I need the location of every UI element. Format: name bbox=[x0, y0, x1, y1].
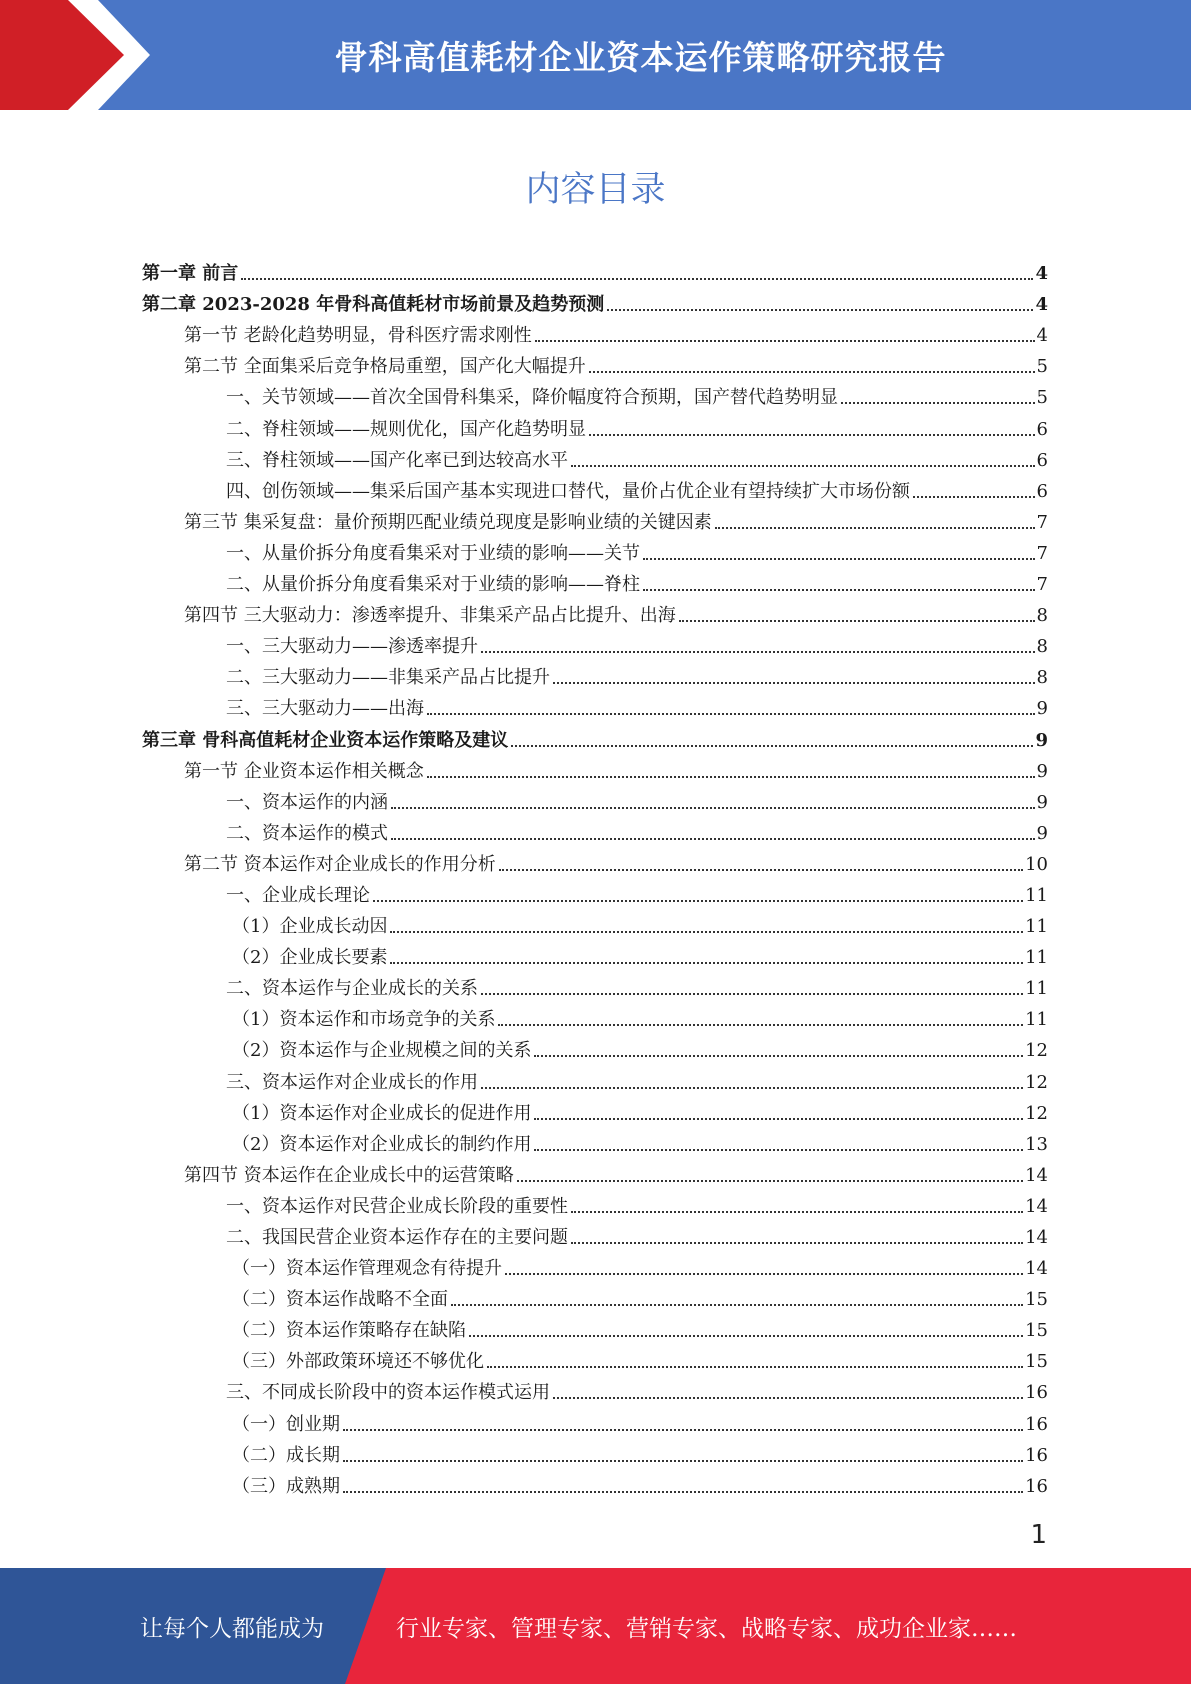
toc-entry-title: 一、关节领域——首次全国骨科集采，降价幅度符合预期，国产替代趋势明显 bbox=[226, 387, 838, 409]
toc-leader-dots bbox=[643, 558, 1035, 560]
toc-leader-dots bbox=[913, 496, 1035, 498]
toc-entry-title: 第一节 企业资本运作相关概念 bbox=[184, 760, 424, 782]
toc-entry-page: 8 bbox=[1036, 636, 1048, 658]
toc-entry-page: 15 bbox=[1025, 1320, 1048, 1342]
toc-entry[interactable] bbox=[142, 596, 1048, 627]
toc-entry-title: 二、从量价拆分角度看集采对于业绩的影响——脊柱 bbox=[226, 574, 640, 596]
toc-entry[interactable] bbox=[142, 658, 1048, 689]
toc-entry[interactable] bbox=[142, 285, 1048, 316]
toc-entry[interactable] bbox=[142, 752, 1048, 783]
toc-entry-page: 4 bbox=[1035, 263, 1048, 285]
toc-leader-dots bbox=[469, 1335, 1023, 1337]
toc-leader-dots bbox=[481, 651, 1035, 653]
page-number: 1 bbox=[1030, 1520, 1047, 1550]
page-header bbox=[0, 0, 1191, 110]
toc-leader-dots bbox=[343, 1460, 1023, 1462]
toc-entry-page: 15 bbox=[1025, 1289, 1048, 1311]
toc-leader-dots bbox=[607, 309, 1033, 311]
toc-entry-title: （2）资本运作与企业规模之间的关系 bbox=[232, 1040, 532, 1062]
toc-entry-title: 第四节 三大驱动力：渗透率提升、非集采产品占比提升、出海 bbox=[184, 605, 676, 627]
toc-leader-dots bbox=[589, 371, 1035, 373]
toc-entry[interactable] bbox=[142, 876, 1048, 907]
toc-entry-page: 5 bbox=[1036, 356, 1048, 378]
toc-entry[interactable] bbox=[142, 1031, 1048, 1062]
toc-entry-page: 8 bbox=[1036, 605, 1048, 627]
toc-entry[interactable] bbox=[142, 565, 1048, 596]
toc-leader-dots bbox=[534, 1055, 1023, 1057]
toc-leader-dots bbox=[499, 869, 1023, 871]
toc-leader-dots bbox=[498, 1024, 1023, 1026]
toc-entry[interactable] bbox=[142, 409, 1048, 440]
toc-entry-page: 6 bbox=[1036, 480, 1048, 502]
toc-entry-page: 16 bbox=[1025, 1475, 1048, 1497]
toc-entry[interactable] bbox=[142, 1280, 1048, 1311]
toc-entry-page: 7 bbox=[1036, 542, 1048, 564]
toc-entry-title: 三、三大驱动力——出海 bbox=[226, 698, 424, 720]
toc-entry-title: （一）创业期 bbox=[232, 1413, 340, 1435]
toc-leader-dots bbox=[571, 1242, 1023, 1244]
toc-entry-page: 11 bbox=[1025, 1009, 1048, 1031]
toc-entry-title: 三、资本运作对企业成长的作用 bbox=[226, 1071, 478, 1093]
toc-entry[interactable] bbox=[142, 1404, 1048, 1435]
toc-entry-page: 16 bbox=[1025, 1382, 1048, 1404]
toc-entry-page: 12 bbox=[1025, 1071, 1048, 1093]
toc-entry-title: 一、三大驱动力——渗透率提升 bbox=[226, 636, 478, 658]
toc-entry-title: 二、资本运作与企业成长的关系 bbox=[226, 978, 478, 1000]
toc-leader-dots bbox=[391, 807, 1035, 809]
toc-entry-title: （二）成长期 bbox=[232, 1444, 340, 1466]
toc-entry[interactable] bbox=[142, 1467, 1048, 1498]
table-of-contents bbox=[142, 254, 1048, 1498]
toc-leader-dots bbox=[511, 745, 1033, 747]
toc-leader-dots bbox=[481, 993, 1023, 995]
report-title: 骨科高值耗材企业资本运作策略研究报告 bbox=[334, 37, 947, 77]
toc-entry-title: （一）资本运作管理观念有待提升 bbox=[232, 1258, 502, 1280]
toc-entry[interactable] bbox=[142, 1156, 1048, 1187]
toc-entry-title: （二）资本运作战略不全面 bbox=[232, 1289, 448, 1311]
toc-entry-title: 三、脊柱领域——国产化率已到达较高水平 bbox=[226, 449, 568, 471]
toc-entry[interactable] bbox=[142, 969, 1048, 1000]
toc-entry[interactable] bbox=[142, 1249, 1048, 1280]
toc-entry-title: 第三节 集采复盘：量价预期匹配业绩兑现度是影响业绩的关键因素 bbox=[184, 511, 712, 533]
toc-entry[interactable] bbox=[142, 845, 1048, 876]
toc-entry-page: 14 bbox=[1025, 1258, 1048, 1280]
toc-entry-page: 9 bbox=[1036, 791, 1048, 813]
toc-entry[interactable] bbox=[142, 1000, 1048, 1031]
toc-entry[interactable] bbox=[142, 1373, 1048, 1404]
toc-leader-dots bbox=[571, 1211, 1023, 1213]
toc-leader-dots bbox=[715, 527, 1035, 529]
toc-entry[interactable] bbox=[142, 1436, 1048, 1467]
toc-leader-dots bbox=[487, 1366, 1023, 1368]
toc-entry-title: 二、脊柱领域——规则优化，国产化趋势明显 bbox=[226, 418, 586, 440]
toc-leader-dots bbox=[343, 1429, 1023, 1431]
toc-entry-title: 二、资本运作的模式 bbox=[226, 822, 388, 844]
toc-leader-dots bbox=[517, 1180, 1023, 1182]
toc-entry-page: 9 bbox=[1036, 698, 1048, 720]
toc-entry-page: 14 bbox=[1025, 1195, 1048, 1217]
toc-entry-page: 14 bbox=[1025, 1227, 1048, 1248]
toc-entry[interactable] bbox=[142, 534, 1048, 565]
toc-leader-dots bbox=[427, 713, 1035, 715]
toc-heading: 内容目录 bbox=[525, 170, 666, 210]
toc-entry[interactable] bbox=[142, 1187, 1048, 1218]
toc-entry-page: 14 bbox=[1025, 1164, 1048, 1186]
toc-entry-title: 四、创伤领域——集采后国产基本实现进口替代，量价占优企业有望持续扩大市场份额 bbox=[226, 480, 910, 502]
toc-entry[interactable] bbox=[142, 1094, 1048, 1125]
toc-leader-dots bbox=[553, 682, 1035, 684]
toc-leader-dots bbox=[841, 402, 1035, 404]
toc-entry-title: 一、资本运作对民营企业成长阶段的重要性 bbox=[226, 1195, 568, 1217]
toc-entry[interactable] bbox=[142, 503, 1048, 534]
toc-leader-dots bbox=[535, 340, 1035, 342]
toc-leader-dots bbox=[553, 1397, 1023, 1399]
chevron-arrow-icon bbox=[0, 0, 150, 110]
toc-entry[interactable] bbox=[142, 907, 1048, 938]
toc-entry-page: 7 bbox=[1036, 511, 1048, 533]
toc-entry[interactable] bbox=[142, 378, 1048, 409]
toc-entry-page: 6 bbox=[1036, 418, 1048, 440]
toc-leader-dots bbox=[643, 589, 1035, 591]
toc-leader-dots bbox=[571, 465, 1035, 467]
toc-entry[interactable] bbox=[142, 1062, 1048, 1093]
page-footer bbox=[0, 1568, 1191, 1684]
toc-entry-page: 16 bbox=[1025, 1444, 1048, 1466]
toc-entry[interactable] bbox=[142, 814, 1048, 845]
toc-entry-title: 第二章 2023-2028 年骨科高值耗材市场前景及趋势预测 bbox=[142, 294, 605, 316]
toc-entry-title: 第二节 资本运作对企业成长的作用分析 bbox=[184, 853, 496, 875]
toc-leader-dots bbox=[390, 931, 1023, 933]
toc-entry-title: 第四节 资本运作在企业成长中的运营策略 bbox=[184, 1164, 514, 1186]
toc-entry-page: 9 bbox=[1036, 822, 1048, 844]
toc-entry-title: 第一章 前言 bbox=[142, 263, 239, 285]
toc-entry-page: 4 bbox=[1035, 294, 1048, 316]
toc-entry-title: （三）外部政策环境还不够优化 bbox=[232, 1351, 484, 1373]
toc-leader-dots bbox=[373, 900, 1023, 902]
toc-entry-page: 12 bbox=[1025, 1040, 1048, 1062]
toc-entry-page: 8 bbox=[1036, 667, 1048, 689]
toc-entry-page: 5 bbox=[1036, 387, 1048, 409]
toc-entry-page: 13 bbox=[1025, 1133, 1048, 1155]
toc-entry-title: 三、不同成长阶段中的资本运作模式运用 bbox=[226, 1382, 550, 1404]
toc-leader-dots bbox=[343, 1491, 1023, 1493]
toc-entry-page: 11 bbox=[1025, 916, 1048, 938]
toc-entry[interactable] bbox=[142, 689, 1048, 720]
footer-slogan-right: 行业专家、管理专家、营销专家、战略专家、成功企业家…… bbox=[396, 1615, 1017, 1642]
toc-leader-dots bbox=[679, 620, 1035, 622]
toc-entry-page: 15 bbox=[1025, 1351, 1048, 1373]
toc-entry[interactable] bbox=[142, 441, 1048, 472]
toc-entry[interactable] bbox=[142, 938, 1048, 969]
toc-leader-dots bbox=[505, 1273, 1023, 1275]
toc-entry-title: （2）资本运作对企业成长的制约作用 bbox=[232, 1133, 532, 1155]
toc-entry-title: （1）资本运作和市场竞争的关系 bbox=[232, 1009, 496, 1031]
toc-entry-page: 4 bbox=[1036, 325, 1048, 347]
toc-entry-title: 一、企业成长理论 bbox=[226, 884, 370, 906]
toc-entry-title: 一、资本运作的内涵 bbox=[226, 791, 388, 813]
toc-leader-dots bbox=[391, 838, 1035, 840]
toc-entry[interactable] bbox=[142, 783, 1048, 814]
toc-entry[interactable] bbox=[142, 254, 1048, 285]
toc-entry-page: 7 bbox=[1036, 574, 1048, 596]
toc-leader-dots bbox=[589, 434, 1035, 436]
toc-entry[interactable] bbox=[142, 1342, 1048, 1373]
toc-leader-dots bbox=[241, 278, 1033, 280]
toc-entry[interactable] bbox=[142, 627, 1048, 658]
toc-leader-dots bbox=[390, 962, 1023, 964]
toc-leader-dots bbox=[481, 1087, 1023, 1089]
toc-leader-dots bbox=[427, 776, 1035, 778]
footer-slogan-left: 让每个人都能成为 bbox=[140, 1615, 324, 1642]
toc-entry[interactable] bbox=[142, 347, 1048, 378]
toc-entry-title: （1）资本运作对企业成长的促进作用 bbox=[232, 1102, 532, 1124]
toc-entry-page: 9 bbox=[1035, 729, 1048, 751]
toc-entry-title: 一、从量价拆分角度看集采对于业绩的影响——关节 bbox=[226, 542, 640, 564]
toc-entry-title: 第一节 老龄化趋势明显，骨科医疗需求刚性 bbox=[184, 325, 532, 347]
toc-entry-page: 6 bbox=[1036, 449, 1048, 471]
toc-entry-page: 11 bbox=[1025, 978, 1048, 1000]
toc-entry-title: 二、我国民营企业资本运作存在的主要问题 bbox=[226, 1227, 568, 1248]
toc-leader-dots bbox=[534, 1118, 1023, 1120]
toc-entry-page: 10 bbox=[1025, 853, 1048, 875]
toc-entry-page: 16 bbox=[1025, 1413, 1048, 1435]
toc-entry[interactable] bbox=[142, 720, 1048, 751]
toc-entry-page: 11 bbox=[1025, 884, 1048, 906]
toc-entry[interactable] bbox=[142, 1218, 1048, 1249]
toc-entry-title: （2）企业成长要素 bbox=[232, 947, 388, 969]
toc-entry[interactable] bbox=[142, 472, 1048, 503]
toc-entry[interactable] bbox=[142, 1125, 1048, 1156]
toc-entry-page: 12 bbox=[1025, 1102, 1048, 1124]
toc-entry-title: 第二节 全面集采后竞争格局重塑，国产化大幅提升 bbox=[184, 356, 586, 378]
toc-entry-page: 11 bbox=[1025, 947, 1048, 969]
toc-entry-title: 第三章 骨科高值耗材企业资本运作策略及建议 bbox=[142, 729, 509, 751]
toc-entry[interactable] bbox=[142, 316, 1048, 347]
toc-entry[interactable] bbox=[142, 1311, 1048, 1342]
toc-entry-title: （二）资本运作策略存在缺陷 bbox=[232, 1320, 466, 1342]
toc-entry-page: 9 bbox=[1036, 760, 1048, 782]
toc-leader-dots bbox=[534, 1149, 1023, 1151]
toc-entry-title: （1）企业成长动因 bbox=[232, 916, 388, 938]
toc-leader-dots bbox=[451, 1304, 1023, 1306]
toc-entry-title: （三）成熟期 bbox=[232, 1475, 340, 1497]
toc-entry-title: 二、三大驱动力——非集采产品占比提升 bbox=[226, 667, 550, 689]
